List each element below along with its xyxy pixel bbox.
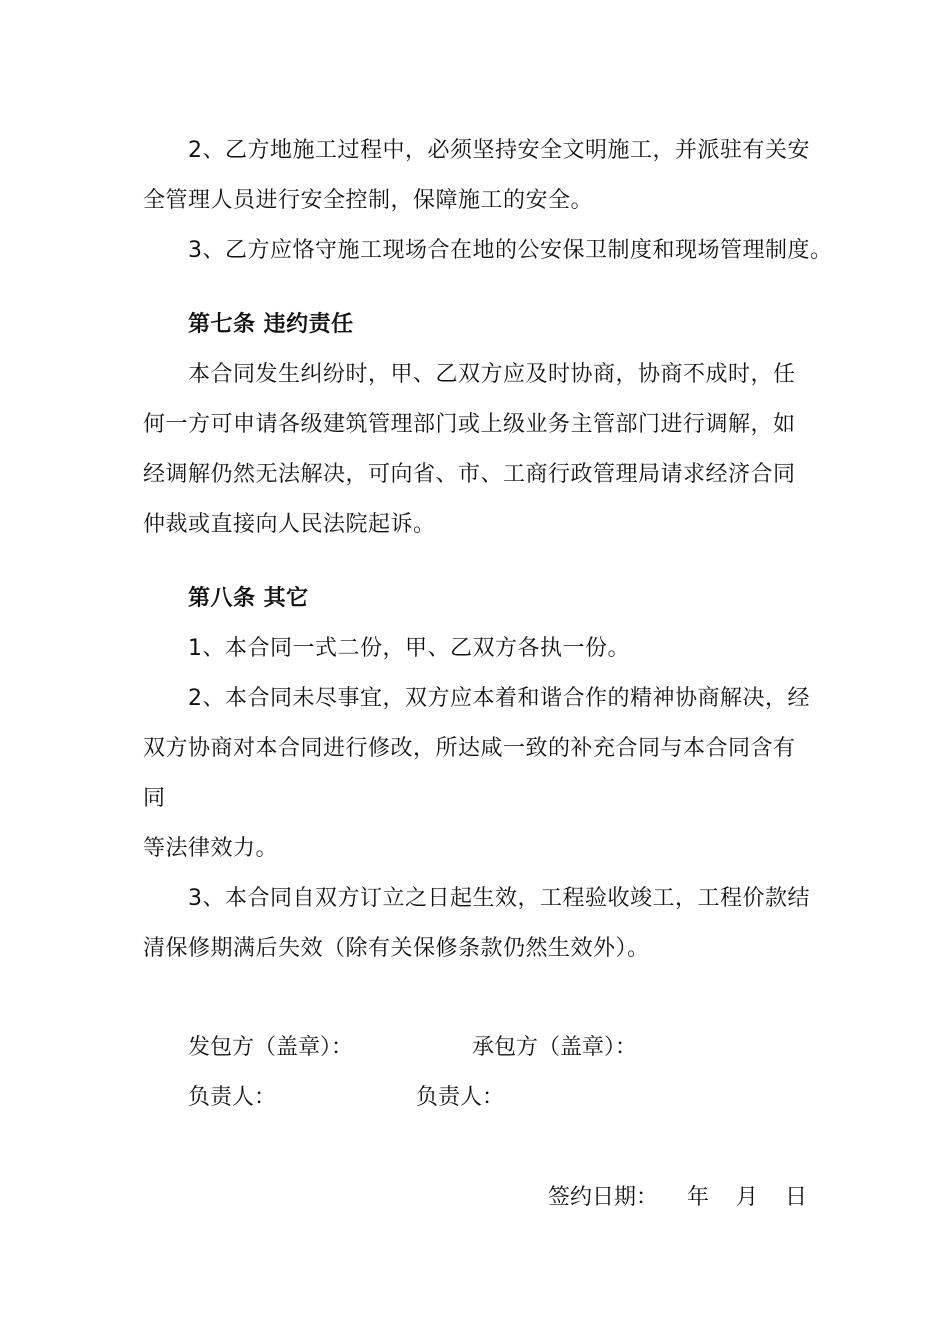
date-month-label: 月 bbox=[736, 1185, 759, 1210]
article-7-line-1: 本合同发生纠纷时，甲、乙双方应及时协商，协商不成时，任 bbox=[188, 362, 796, 387]
clause-8-2-line-3: 同 bbox=[143, 786, 166, 811]
clause-6-2-line-1: 2、乙方地施工过程中，必须坚持安全文明施工，并派驻有关安 bbox=[188, 138, 810, 163]
clause-8-2-line-2: 双方协商对本合同进行修改，所达咸一致的补充合同与本合同含有 bbox=[143, 736, 796, 761]
clause-8-3-line-2: 清保修期满后失效（除有关保修条款仍然生效外）。 bbox=[143, 936, 650, 961]
party-a-seal-label: 发包方（盖章）： bbox=[188, 1035, 354, 1060]
article-7-line-2: 何一方可申请各级建筑管理部门或上级业务主管部门进行调解，如 bbox=[143, 412, 796, 437]
clause-8-3-line-1: 3、本合同自双方订立之日起生效，工程验收竣工，工程价款结 bbox=[188, 886, 810, 911]
article-7-heading: 第七条 违约责任 bbox=[188, 312, 354, 337]
person-b-label: 负责人： bbox=[416, 1085, 505, 1110]
date-day-label: 日 bbox=[785, 1185, 808, 1210]
article-7-line-4: 仲裁或直接向人民法院起诉。 bbox=[143, 512, 436, 537]
date-year-label: 年 bbox=[687, 1185, 710, 1210]
person-a-label: 负责人： bbox=[188, 1085, 277, 1110]
clause-8-1-line-1: 1、本合同一式二份，甲、乙双方各执一份。 bbox=[188, 636, 630, 661]
clause-8-2-line-4: 等法律效力。 bbox=[143, 836, 279, 861]
article-8-heading: 第八条 其它 bbox=[188, 586, 309, 611]
article-7-line-3: 经调解仍然无法解决，可向省、市、工商行政管理局请求经济合同 bbox=[143, 462, 796, 487]
party-b-seal-label: 承包方（盖章）： bbox=[472, 1035, 638, 1060]
clause-6-2-line-2: 全管理人员进行安全控制，保障施工的安全。 bbox=[143, 188, 594, 213]
clause-8-2-line-1: 2、本合同未尽事宜，双方应本着和谐合作的精神协商解决，经 bbox=[188, 686, 810, 711]
signing-date-label: 签约日期： bbox=[548, 1185, 659, 1210]
clause-6-3-line-1: 3、乙方应恪守施工现场合在地的公安保卫制度和现场管理制度。 bbox=[188, 238, 833, 263]
